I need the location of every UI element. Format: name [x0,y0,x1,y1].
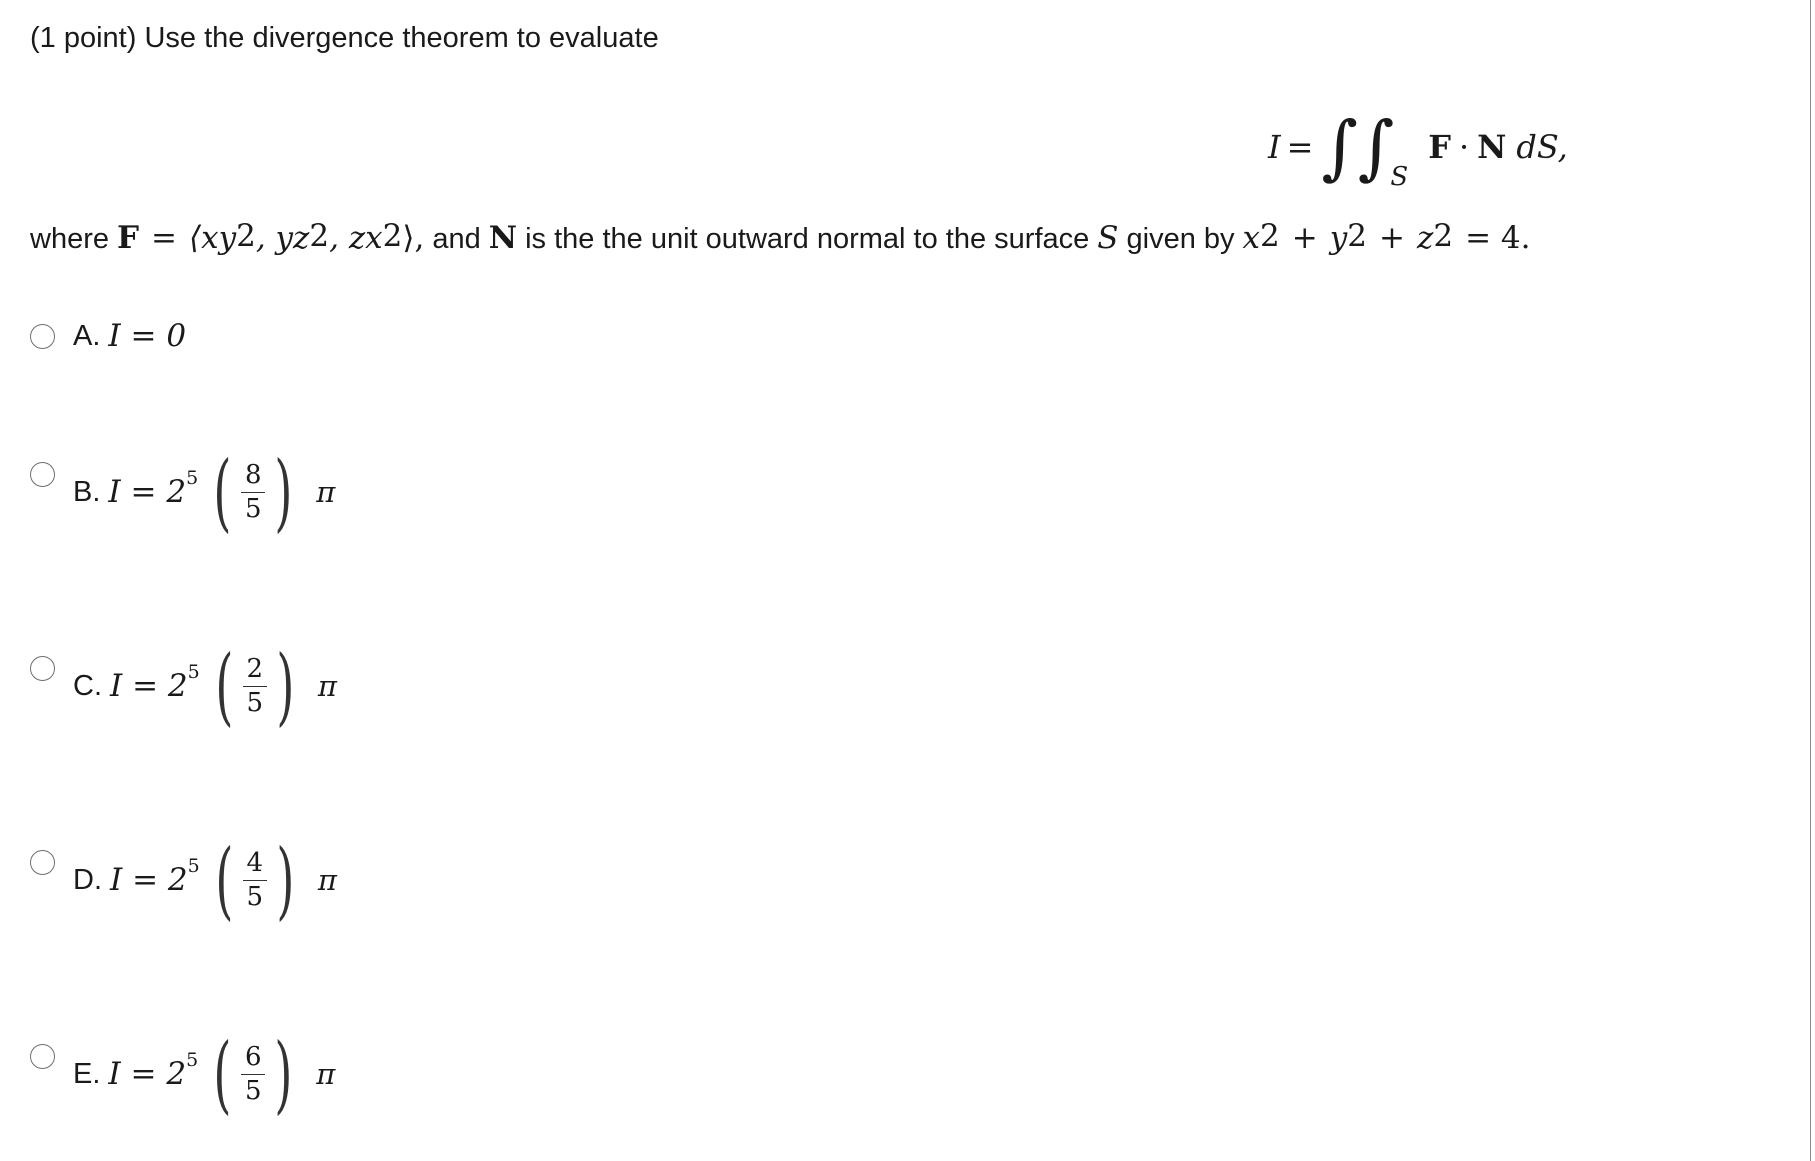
paren-close-d: ) [276,831,295,929]
radio-button-e[interactable] [30,1044,55,1069]
problem-statement [30,220,1530,256]
where-n: N [488,220,518,256]
option-e[interactable] [30,1025,336,1123]
double-integral-icon: ∫∫ [1321,106,1395,188]
where-c1: , yz [255,220,310,256]
option-lhs-c: I = 2 [110,668,188,704]
right-border [1810,0,1811,1161]
option-exp-d: 5 [187,855,200,877]
display-equation [1268,102,1568,192]
eq-vector-f: F [1428,128,1451,166]
option-lhs-d: I = 2 [110,862,188,898]
where-y: y [1329,220,1348,256]
fraction-b [241,461,266,523]
radio-button-b[interactable] [30,462,55,487]
fraction-num-e: 6 [241,1043,266,1075]
sq-1: 2 [236,218,256,254]
fraction-den-b: 5 [244,493,262,524]
option-label-e: E. [73,1057,101,1090]
fraction-d [243,849,268,911]
sq-3: 2 [382,218,403,254]
fraction-num-c: 2 [243,655,268,687]
option-exp-b: 5 [186,467,199,489]
where-eq: = [151,220,177,256]
fraction-den-e: 5 [244,1075,262,1106]
paren-close-c: ) [276,637,295,735]
option-label-a: A. [73,319,101,352]
paren-close-e: ) [274,1025,293,1123]
paren-open-d: ( [215,831,234,929]
sq-5: 2 [1347,218,1367,254]
sq-6: 2 [1433,218,1454,254]
option-lhs-e: I = 2 [108,1056,187,1092]
where-eq4: = 4. [1465,220,1531,256]
pi-c: π [317,669,337,703]
fraction-den-d: 5 [246,881,264,912]
pi-e: π [316,1057,336,1091]
option-c[interactable] [30,637,337,735]
sq-2: 2 [309,218,330,254]
option-a[interactable] [30,318,186,354]
where-text: where [30,223,109,255]
plus-2: + [1379,220,1405,256]
sq-4: 2 [1260,218,1280,254]
where-s: S [1097,220,1119,256]
option-label-c: C. [73,669,102,702]
option-exp-e: 5 [186,1049,199,1071]
option-d[interactable] [30,831,337,929]
radio-button-a[interactable] [30,324,55,349]
where-x: x [1242,220,1261,256]
fraction-num-b: 8 [241,461,266,493]
where-vec-close: ⟩, [402,220,425,256]
fraction-e [241,1043,266,1105]
normal-text: is the the unit outward normal to the surface [525,223,1090,255]
paren-close-b: ) [274,443,293,541]
option-exp-c: 5 [187,661,200,683]
eq-equals: = [1286,128,1314,166]
radio-button-c[interactable] [30,656,55,681]
fraction-c [243,655,268,717]
radio-button-d[interactable] [30,850,55,875]
option-label-d: D. [73,863,102,896]
fraction-num-d: 4 [243,849,268,881]
option-b[interactable] [30,443,336,541]
pi-d: π [317,863,337,897]
paren-open-e: ( [213,1025,232,1123]
where-f: F [117,220,140,256]
option-lhs-b: I = 2 [108,474,187,510]
paren-open-b: ( [213,443,232,541]
eq-ds: dS, [1516,128,1568,166]
pi-b: π [316,475,336,509]
eq-vector-n: N [1477,128,1507,166]
eq-dot: · [1458,128,1470,166]
and-text: and [432,223,481,255]
plus-1: + [1291,220,1318,256]
given-by-text: given by [1126,223,1235,255]
where-c2: , zx [329,220,383,256]
eq-lhs: I [1268,128,1281,166]
option-label-b: B. [73,475,101,508]
option-math-a: I = 0 [108,318,187,354]
where-z: z [1416,220,1434,256]
where-vec-start: ⟨xy [189,220,237,256]
fraction-den-c: 5 [246,687,264,718]
integral-subscript: S [1390,162,1409,192]
question-header: (1 point) Use the divergence theorem to evaluate [30,22,659,54]
paren-open-c: ( [215,637,234,735]
